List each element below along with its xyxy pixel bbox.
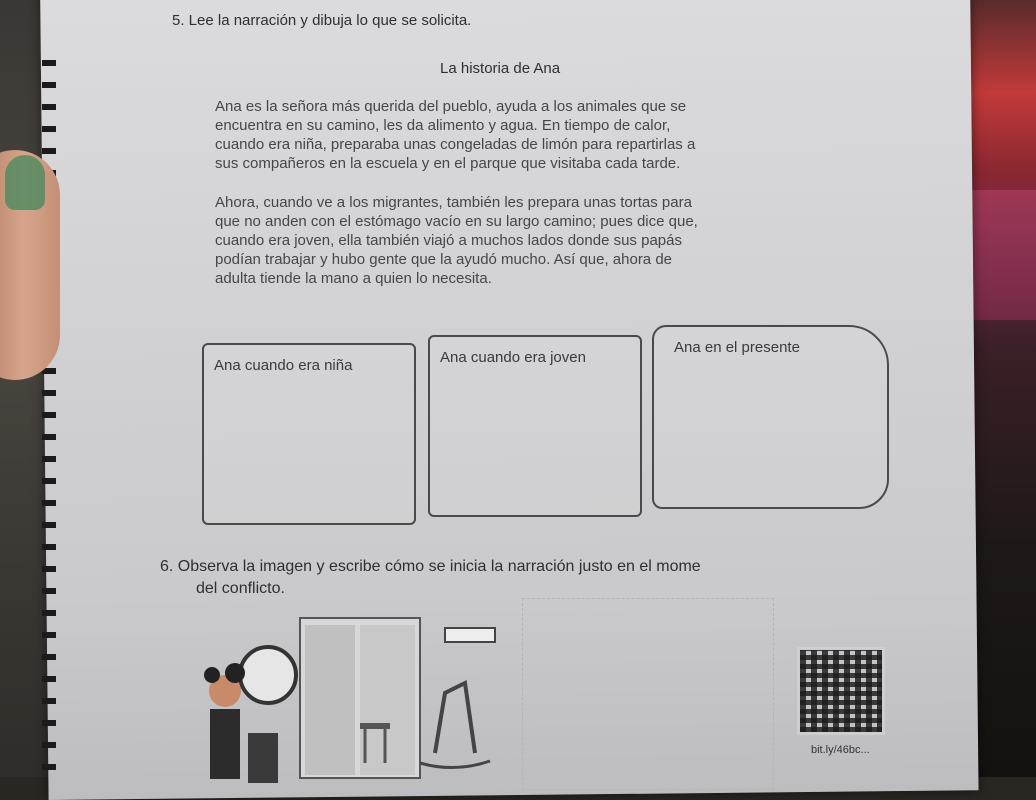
q5-instruction: 5. Lee la narración y dibuja lo que se solicita. bbox=[172, 12, 472, 29]
paragraph-1-line-1: Ana es la señora más querida del pueblo, ayuda a los animales que se bbox=[215, 98, 687, 115]
fingernail bbox=[5, 155, 45, 210]
paragraph-1-line-4: sus compañeros en la escuela y en el parque que visitaba cada tarde. bbox=[215, 155, 681, 172]
paragraph-1-line-3: cuando era niña, preparaba unas congeladas de limón para repartirlas a bbox=[215, 136, 696, 153]
paragraph-1-line-2: encuentra en su camino, les da alimento y agua. En tiempo de calor, bbox=[215, 117, 671, 134]
qr-link-caption: bit.ly/46bc... bbox=[811, 744, 870, 756]
drawing-box-child[interactable] bbox=[202, 343, 416, 525]
paragraph-2-line-3: cuando era joven, ella también viajó a muchos lados donde sus papás bbox=[215, 232, 682, 249]
story-title: La historia de Ana bbox=[440, 60, 561, 77]
drawing-box-present[interactable] bbox=[652, 325, 889, 509]
q6-instruction-cont: del conflicto. bbox=[196, 580, 285, 597]
drawing-box-label: Ana cuando era niña bbox=[214, 357, 353, 374]
q6-instruction: 6. Observa la imagen y escribe cómo se inicia la narración justo en el mome bbox=[160, 558, 701, 575]
writing-area[interactable] bbox=[522, 598, 774, 790]
drawing-box-label: Ana en el presente bbox=[674, 339, 800, 356]
paragraph-2-line-1: Ahora, cuando ve a los migrantes, también les prepara unas tortas para bbox=[215, 194, 692, 211]
qr-code bbox=[797, 647, 885, 735]
drawing-box-young[interactable] bbox=[428, 335, 642, 517]
room-illustration bbox=[190, 613, 520, 783]
drawing-box-label: Ana cuando era joven bbox=[440, 349, 586, 366]
paragraph-2-line-4: podían trabajar y hubo gente que la ayudó mucho. Así que, ahora de bbox=[215, 251, 673, 268]
paragraph-2-line-5: adulta tiende la mano a quien lo necesita. bbox=[215, 270, 492, 287]
paragraph-2-line-2: que no anden con el estómago vacío en su largo camino; pues dice que, bbox=[215, 213, 698, 230]
